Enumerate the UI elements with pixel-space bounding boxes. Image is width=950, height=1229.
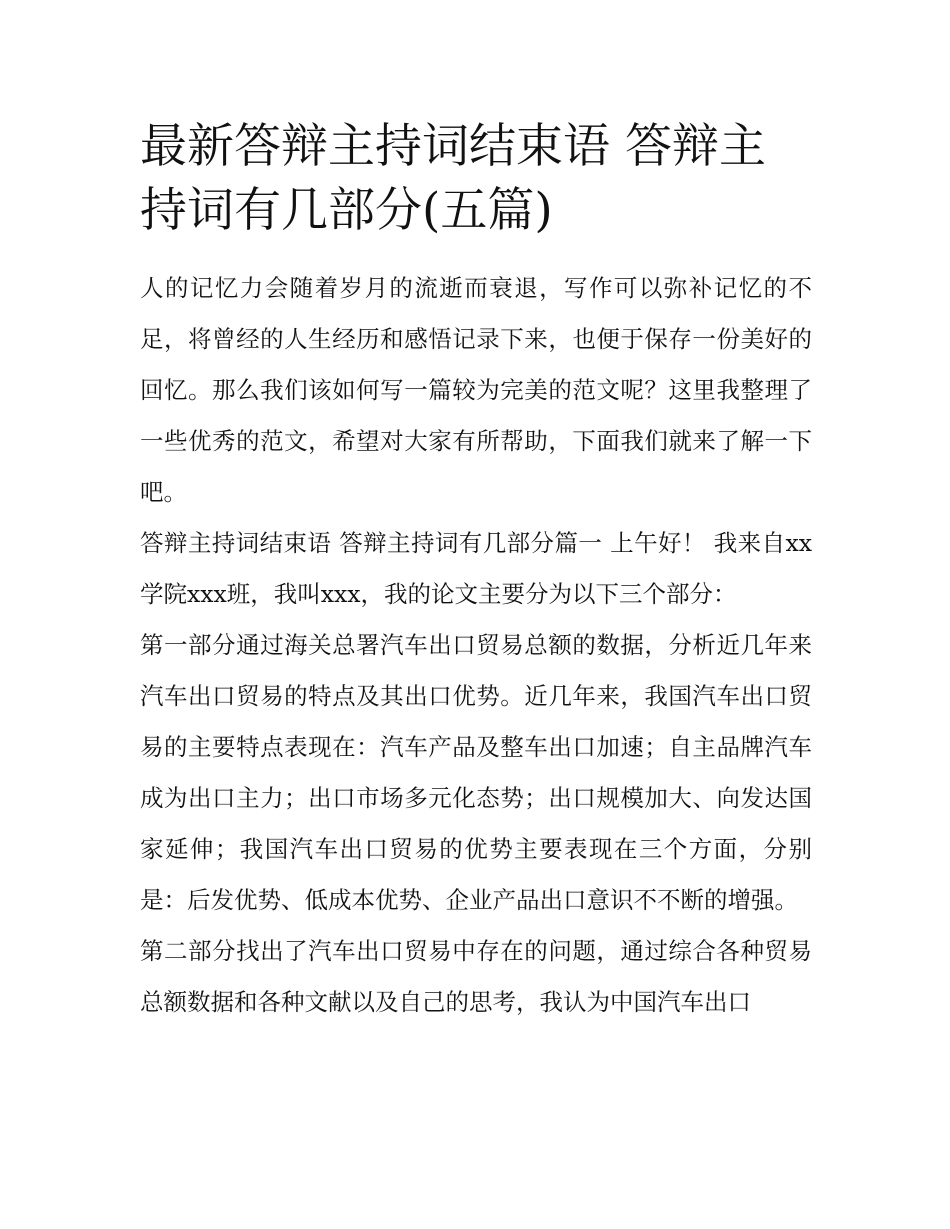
document-title: 最新答辩主持词结束语 答辩主持词有几部分(五篇) [140,119,766,238]
intro-paragraph: 人的记忆力会随着岁月的流逝而衰退，写作可以弥补记忆的不足，将曾经的人生经历和感悟记录下来，也便于保存一份美好的回忆。那么我们该如何写一篇较为完美的范文呢？这里我整理了一些优秀的范文，希望对大家有所帮助，下面我们就来了解一下吧。 [140,274,812,506]
part-two-paragraph: 第二部分找出了汽车出口贸易中存在的问题，通过综合各种贸易总额数据和各种文献以及自己的思考，我认为中国汽车出口 [140,937,812,1016]
opening-paragraph: 答辩主持词结束语 答辩主持词有几部分篇一 上午好！ 我来自xx学院xxx班，我叫xxx，我的论文主要分为以下三个部分： [140,529,812,608]
part-one-paragraph: 第一部分通过海关总署汽车出口贸易总额的数据，分析近几年来汽车出口贸易的特点及其出口优势。近几年来，我国汽车出口贸易的主要特点表现在：汽车产品及整车出口加速；自主品牌汽车成为出口主力；出口市场多元化态势；出口规模加大、向发达国家延伸；我国汽车出口贸易的优势主要表现在三个方面，分别是：后发优势、低成本优势、企业产品出口意识不不断的增强。 [140,631,812,914]
document-body [140,115,812,1028]
